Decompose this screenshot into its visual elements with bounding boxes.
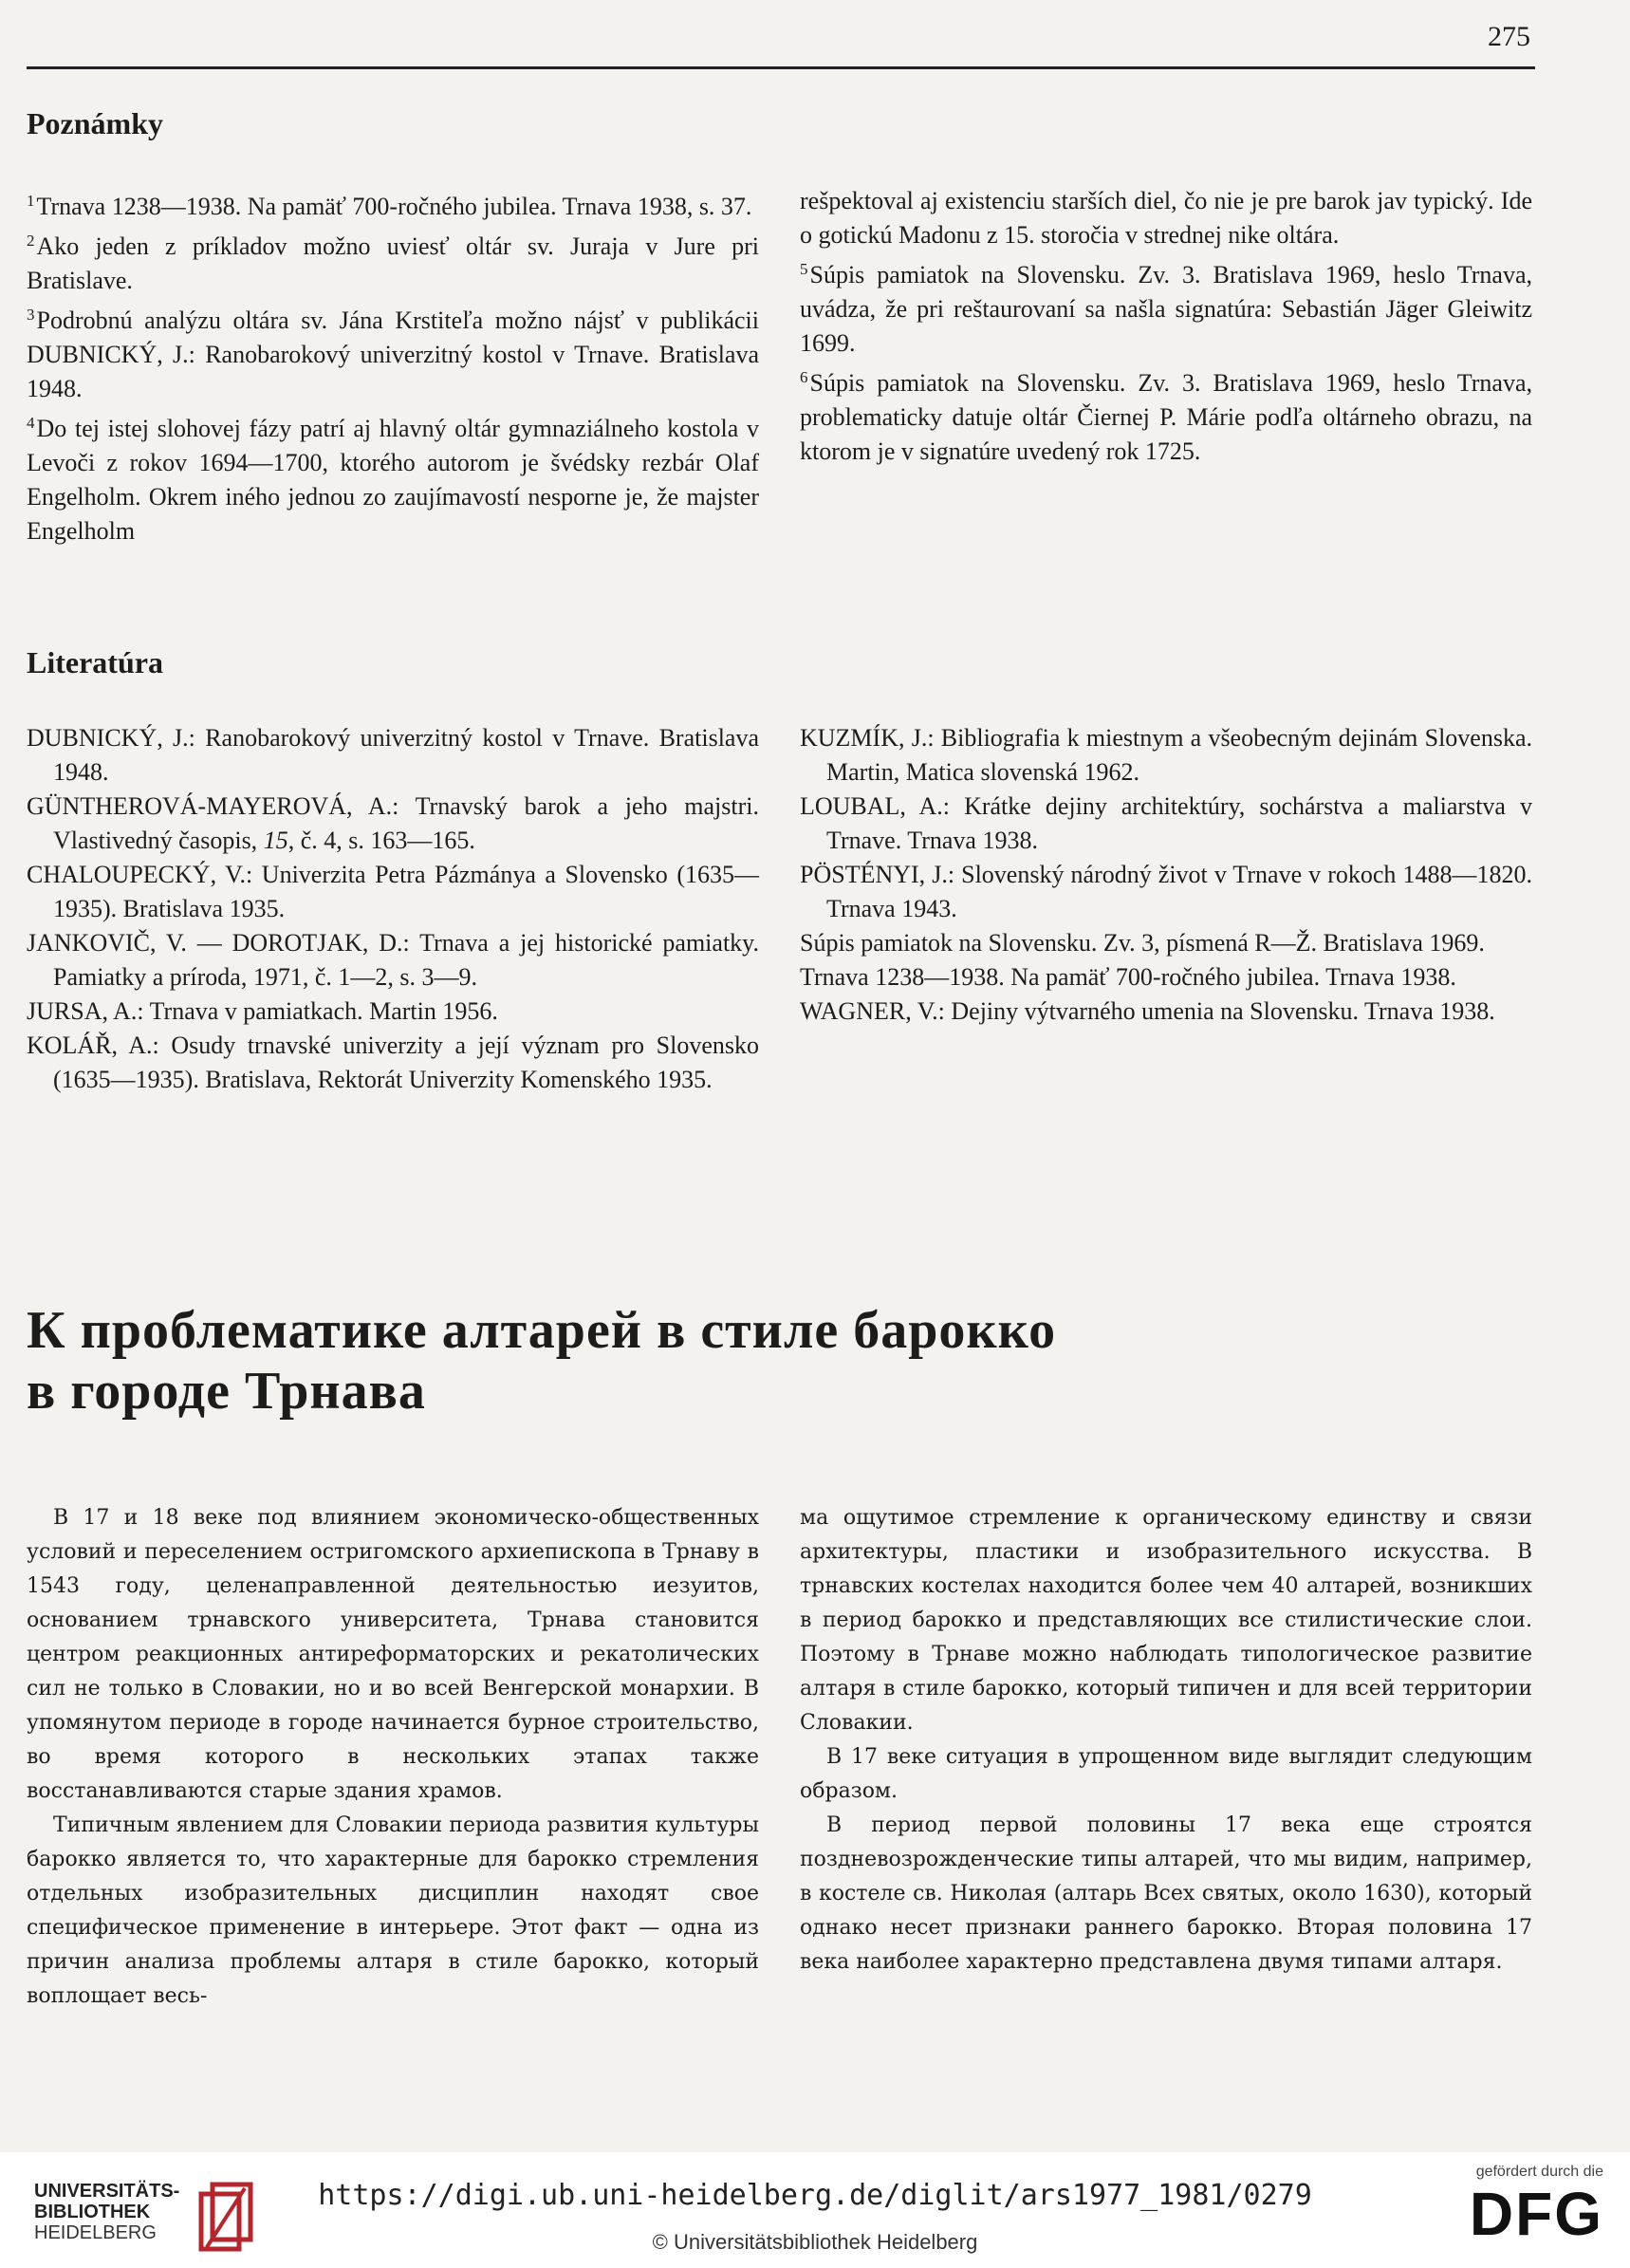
- note-item: $^1$Trnava 1238—1938. Na pamäť 700-ročného jubilea. Trnava 1938, s. 37.: [27, 192, 752, 220]
- note-item: $^6$Súpis pamiatok na Slovensku. Zv. 3. Bratislava 1969, heslo Trnava, problematicky datuje oltár Čiernej P. Márie podľa oltárneho obrazu, na ktorom je v signatúre uvedený rok 1725.: [800, 368, 1532, 465]
- reference-item: JURSA, A.: Trnava v pamiatkach. Martin 1956.: [27, 997, 498, 1025]
- note-item: $^4$Do tej istej slohovej fázy patrí aj hlavný oltár gymnaziálneho kostola v Levoči z rokov 1694—1700, ktorého autorom je švédsky rezbár Olaf Engelholm. Okrem iného jednou zo zaujímavostí nesporne je, že majster Engelholm: [27, 414, 759, 545]
- article-paragraph: В 17 и 18 веке под влиянием экономическо-общественных условий и переселением остригомского архиепископа в Трнаву в 1543 году, целенаправленной деятельностью иезуитов, основанием трнавского университета, Трнава становится центром реакционных антиреформаторских и рекатолических сил не только в Словакии, но и во всей Венгерской монархии. В упомянутом периоде в городе начинается бурное строительство, во время которого в нескольких этапах также восстанавливаются старые здания храмов.: [27, 1506, 759, 1803]
- reference-item: CHALOUPECKÝ, V.: Univerzita Petra Pázmánya a Slovensko (1635—1935). Bratislava 1935.: [27, 861, 759, 922]
- article-paragraph: В период первой половины 17 века еще строятся поздневозрожденческие типы алтарей, что мы видим, например, в костеле св. Николая (алтарь Всех святых, около 1630), который однако несет признаки раннего барокко. Вторая половина 17 века наиболее характерно представлена двумя типами алтаря.: [800, 1813, 1532, 1974]
- funding-text: gefördert durch die: [1475, 2164, 1603, 2180]
- article-title-line-1: К проблематике алтарей в стиле барокко: [27, 1301, 1057, 1360]
- library-name-line-2: BIBLIOTHEK: [34, 2202, 151, 2222]
- header-rule: [27, 66, 1535, 69]
- notes-right-column: [800, 184, 1532, 469]
- reference-item: KOLÁŘ, A.: Osudy trnavské univerzity a její význam pro Slovensko (1635—1935). Bratislava, Rektorát Univerzity Komenského 1935.: [27, 1032, 759, 1093]
- reference-item: Súpis pamiatok na Slovensku. Zv. 3, písmená R—Ž. Bratislava 1969.: [800, 929, 1485, 957]
- note-item: rešpektoval aj existenciu starších diel, čo nie je pre barok jav typický. Ide o gotickú Madonu z 15. storočia v strednej nike oltára.: [800, 187, 1532, 249]
- funding-logo[interactable]: [1452, 2164, 1603, 2247]
- article-paragraph: В 17 веке ситуация в упрощенном виде выглядит следующим образом.: [800, 1745, 1532, 1803]
- literature-right-column: [800, 721, 1532, 1029]
- literature-heading: Literatúra: [27, 645, 163, 679]
- note-item: $^3$Podrobnú analýzu oltára sv. Jána Krstiteľa možno nájsť v publikácii DUBNICKÝ, J.: Ranobarokový univerzitný kostol v Trnave. Bratislava 1948.: [27, 306, 759, 402]
- article-left-column: [27, 1501, 759, 2014]
- note-item: $^2$Ako jeden z príkladov možno uviesť oltár sv. Juraja v Jure pri Bratislave.: [27, 232, 759, 294]
- reference-item: DUBNICKÝ, J.: Ranobarokový univerzitný kostol v Trnave. Bratislava 1948.: [27, 724, 759, 786]
- dfg-logo: DFG: [1469, 2180, 1603, 2248]
- reference-item: LOUBAL, A.: Krátke dejiny architektúry, sochárstva a maliarstva v Trnave. Trnava 1938.: [800, 792, 1532, 854]
- footer-bar: [0, 2152, 1630, 2268]
- reference-item: KUZMÍK, J.: Bibliografia k miestnym a všeobecným dejinám Slovenska. Martin, Matica slovenská 1962.: [800, 724, 1532, 786]
- document-url-link[interactable]: https://digi.ub.uni-heidelberg.de/diglit/ars1977_1981/0279: [318, 2179, 1312, 2212]
- notes-left-column: [27, 184, 759, 548]
- article-title-line-2: в городе Трнава: [27, 1362, 426, 1421]
- article-title: [27, 1300, 1056, 1422]
- reference-item: PÖSTÉNYI, J.: Slovenský národný život v Trnave v rokoch 1488—1820. Trnava 1943.: [800, 861, 1532, 922]
- page-number: 275: [1488, 21, 1530, 52]
- article-paragraph: ма ощутимое стремление к органическому единству и связи архитектуры, пластики и изобразительного искусства. В трнавских костелах находится более чем 40 алтарей, возникших в период барокко и представляющих все стилистические слои. Поэтому в Трнаве можно наблюдать типологическое развитие алтаря в стиле барокко, который типичен и для всей территории Словакии.: [800, 1506, 1532, 1735]
- article-paragraph: Типичным явлением для Словакии периода развития культуры барокко является то, что характерные для барокко стремления отдельных изобразительных дисциплин находят свое специфическое применение в интерьере. Этот факт — одна из причин анализа проблемы алтаря в стиле барокко, который воплощает весь-: [27, 1813, 759, 2008]
- library-name-line-1: UNIVERSITÄTS-: [34, 2181, 180, 2202]
- library-name-line-3: HEIDELBERG: [34, 2222, 157, 2243]
- reference-item: WAGNER, V.: Dejiny výtvarného umenia na Slovensku. Trnava 1938.: [800, 997, 1495, 1025]
- article-right-column: [800, 1501, 1532, 1980]
- copyright-notice: © Universitätsbibliothek Heidelberg: [652, 2230, 978, 2254]
- reference-item: JANKOVIČ, V. — DOROTJAK, D.: Trnava a jej historické pamiatky. Pamiatky a príroda, 1971, č. 1—2, s. 3—9.: [27, 929, 759, 991]
- reference-item: Trnava 1238—1938. Na pamäť 700-ročného jubilea. Trnava 1938.: [800, 963, 1456, 991]
- note-item: $^5$Súpis pamiatok na Slovensku. Zv. 3. Bratislava 1969, heslo Trnava, uvádza, že pri reštaurovaní sa našla signatúra: Sebastián Jäger Gleiwitz 1699.: [800, 260, 1532, 357]
- notes-heading: Poznámky: [27, 106, 163, 140]
- literature-left-column: [27, 721, 759, 1097]
- reference-item: GÜNTHEROVÁ-MAYEROVÁ, A.: Trnavský barok a jeho majstri. Vlastivedný časopis, 15, č. 4, s. 163—165.: [27, 792, 759, 854]
